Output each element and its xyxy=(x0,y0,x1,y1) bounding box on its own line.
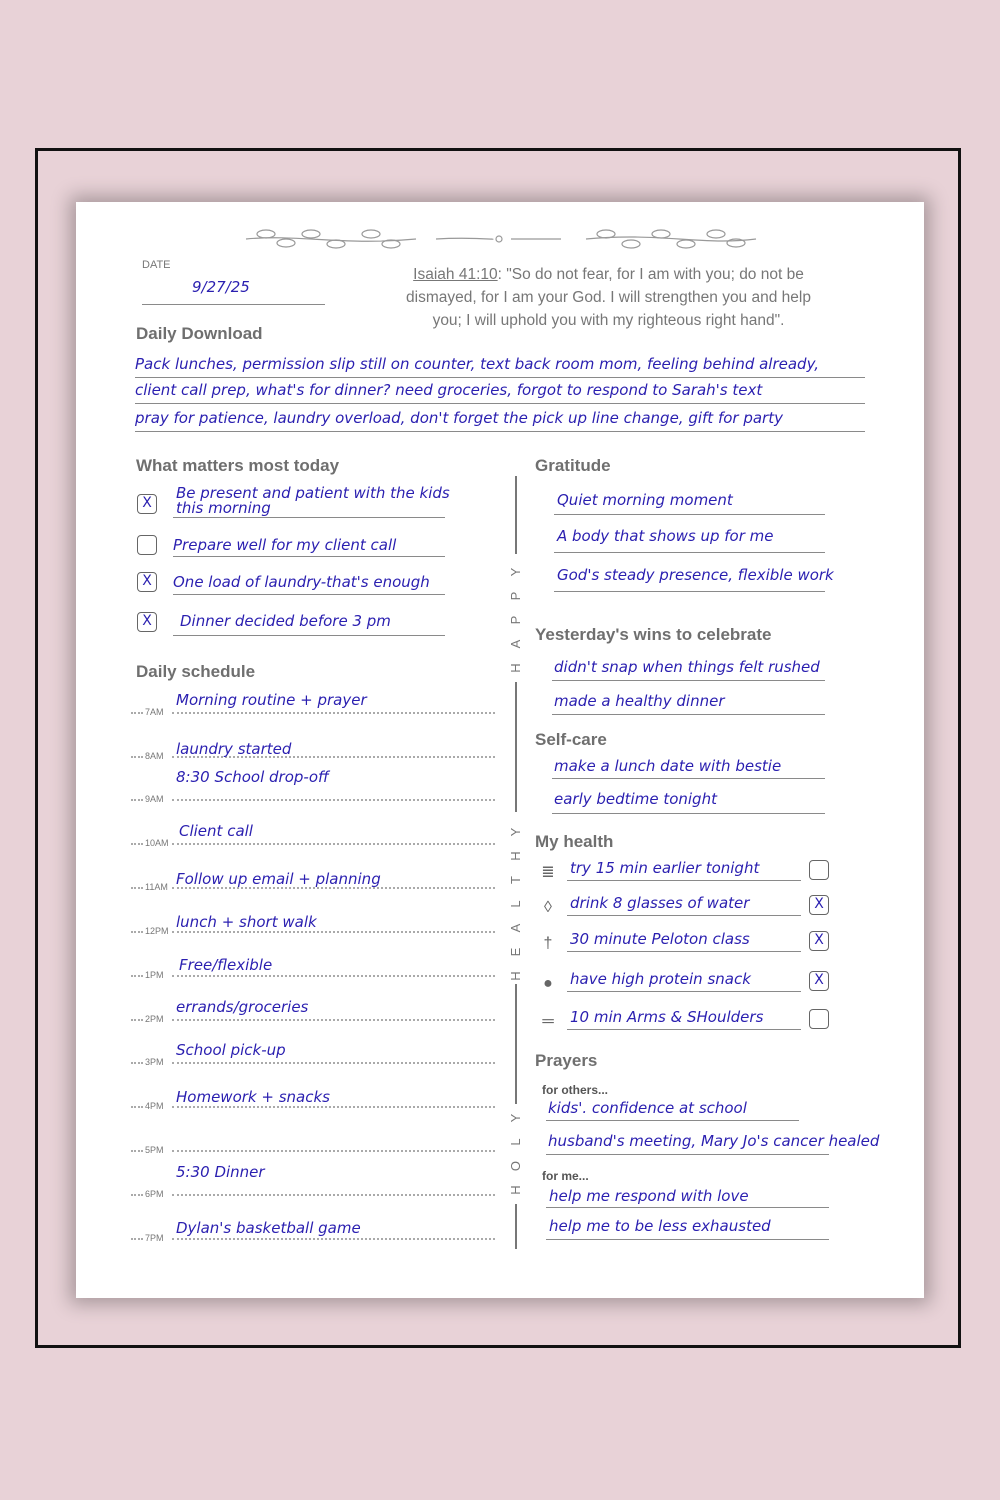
time-label-7am: 7AM xyxy=(145,707,164,717)
matters-checkbox-3[interactable]: X xyxy=(137,572,157,592)
selfcare-item-1[interactable]: make a lunch date with bestie xyxy=(554,757,782,775)
health-checkbox-1[interactable] xyxy=(809,860,829,880)
time-label-9am: 9AM xyxy=(145,794,164,804)
matters-checkbox-4[interactable]: X xyxy=(137,612,157,632)
water-drop-icon: ◊ xyxy=(544,899,552,916)
matters-checkbox-1[interactable]: X xyxy=(137,494,157,514)
selfcare-title: Self-care xyxy=(535,730,607,749)
dumbbell-icon: ═ xyxy=(542,1013,554,1030)
schedule-entry-11[interactable]: 5:30 Dinner xyxy=(176,1163,265,1181)
wins-item-2[interactable]: made a healthy dinner xyxy=(554,692,725,710)
time-label-5pm: 5PM xyxy=(145,1145,164,1155)
time-label-1pm: 1PM xyxy=(145,970,164,980)
prayer-others-2[interactable]: husband's meeting, Mary Jo's cancer healed xyxy=(548,1132,880,1150)
download-line-3[interactable]: pray for patience, laundry overload, don't forget the pick up line change, gift for party xyxy=(135,409,783,427)
gratitude-item-3[interactable]: God's steady presence, flexible work xyxy=(557,566,834,584)
divider-mid-2 xyxy=(515,984,517,1104)
download-line-1[interactable]: Pack lunches, permission slip still on counter, text back room mom, feeling behind already, xyxy=(135,355,820,373)
prayers-title: Prayers xyxy=(535,1051,598,1070)
gratitude-item-1[interactable]: Quiet morning moment xyxy=(557,491,733,509)
daily-schedule-title: Daily schedule xyxy=(136,662,256,681)
prayer-me-1[interactable]: help me respond with love xyxy=(549,1187,749,1205)
scripture-verse xyxy=(346,263,871,332)
prayers-me-label: for me... xyxy=(542,1169,589,1183)
schedule-entry-6[interactable]: lunch + short walk xyxy=(176,913,317,931)
time-label-10am: 10AM xyxy=(145,838,169,848)
schedule-entry-12[interactable]: Dylan's basketball game xyxy=(176,1219,361,1237)
time-label-8am: 8AM xyxy=(145,751,164,761)
schedule-entry-8[interactable]: errands/groceries xyxy=(176,998,309,1016)
happy-label: Y P P A H xyxy=(508,567,523,673)
prayers-others-label: for others... xyxy=(542,1083,609,1097)
schedule-entry-5[interactable]: Follow up email + planning xyxy=(176,870,381,888)
matters-item-4[interactable]: Dinner decided before 3 pm xyxy=(180,612,391,630)
sleep-icon: ≣ xyxy=(541,864,555,881)
verse-reference: Isaiah 41:10 xyxy=(413,266,498,283)
schedule-entry-2[interactable]: laundry started xyxy=(176,740,292,758)
gratitude-item-2[interactable]: A body that shows up for me xyxy=(557,527,774,545)
divider-mid-1 xyxy=(515,682,517,812)
health-item-5[interactable]: 10 min Arms & SHoulders xyxy=(570,1008,764,1026)
prayer-others-1[interactable]: kids'. confidence at school xyxy=(548,1099,747,1117)
health-item-2[interactable]: drink 8 glasses of water xyxy=(570,894,750,912)
download-line-2[interactable]: client call prep, what's for dinner? need groceries, forgot to respond to Sarah's text xyxy=(135,381,763,399)
healthy-label: Y H T L A E H xyxy=(508,827,523,981)
time-label-4pm: 4PM xyxy=(145,1101,164,1111)
date-label: DATE xyxy=(142,259,171,271)
verse-line-2: dismayed, for I am your God. I will strengthen you and help xyxy=(406,289,811,306)
time-label-12pm: 12PM xyxy=(145,926,169,936)
time-label-6pm: 6PM xyxy=(145,1189,164,1199)
divider-top xyxy=(515,476,517,554)
verse-line-1: : "So do not fear, for I am with you; do not be xyxy=(497,266,804,283)
health-checkbox-2[interactable]: X xyxy=(809,895,829,915)
daily-download-title: Daily Download xyxy=(136,324,263,343)
vine-ornament-icon xyxy=(241,224,761,254)
schedule-entry-1[interactable]: Morning routine + prayer xyxy=(176,691,367,709)
verse-line-3: you; I will uphold you with my righteous right hand". xyxy=(432,312,785,329)
matters-item-3[interactable]: One load of laundry-that's enough xyxy=(173,573,430,591)
schedule-entry-4[interactable]: Client call xyxy=(179,822,253,840)
divider-bottom xyxy=(515,1204,517,1249)
what-matters-title: What matters most today xyxy=(136,456,340,475)
health-item-1[interactable]: try 15 min earlier tonight xyxy=(570,859,760,877)
gratitude-title: Gratitude xyxy=(535,456,611,475)
matters-item-1[interactable]: Be present and patient with the kids this morning xyxy=(176,484,450,517)
time-label-2pm: 2PM xyxy=(145,1014,164,1024)
time-label-7pm: 7PM xyxy=(145,1233,164,1243)
health-item-4[interactable]: have high protein snack xyxy=(570,970,751,988)
matters-checkbox-2[interactable] xyxy=(137,535,157,555)
health-checkbox-3[interactable]: X xyxy=(809,931,829,951)
schedule-entry-3[interactable]: 8:30 School drop-off xyxy=(176,768,329,786)
matters-item-2[interactable]: Prepare well for my client call xyxy=(173,536,397,554)
schedule-entry-10[interactable]: Homework + snacks xyxy=(176,1088,330,1106)
time-label-11am: 11AM xyxy=(145,882,168,892)
date-value[interactable]: 9/27/25 xyxy=(192,278,250,296)
health-checkbox-4[interactable]: X xyxy=(809,971,829,991)
apple-icon: ● xyxy=(543,975,553,992)
prayer-me-2[interactable]: help me to be less exhausted xyxy=(549,1217,771,1235)
schedule-entry-7[interactable]: Free/flexible xyxy=(179,956,273,974)
wins-title: Yesterday's wins to celebrate xyxy=(535,625,772,644)
schedule-entry-9[interactable]: School pick-up xyxy=(176,1041,286,1059)
selfcare-item-2[interactable]: early bedtime tonight xyxy=(554,790,717,808)
health-title: My health xyxy=(535,832,614,851)
date-line xyxy=(142,304,325,305)
time-label-3pm: 3PM xyxy=(145,1057,164,1067)
wins-item-1[interactable]: didn't snap when things felt rushed xyxy=(554,658,820,676)
health-checkbox-5[interactable] xyxy=(809,1009,829,1029)
exercise-icon: † xyxy=(543,935,553,952)
health-item-3[interactable]: 30 minute Peloton class xyxy=(570,930,750,948)
holy-label: Y L O H xyxy=(508,1113,523,1195)
planner-sheet xyxy=(76,202,924,1298)
